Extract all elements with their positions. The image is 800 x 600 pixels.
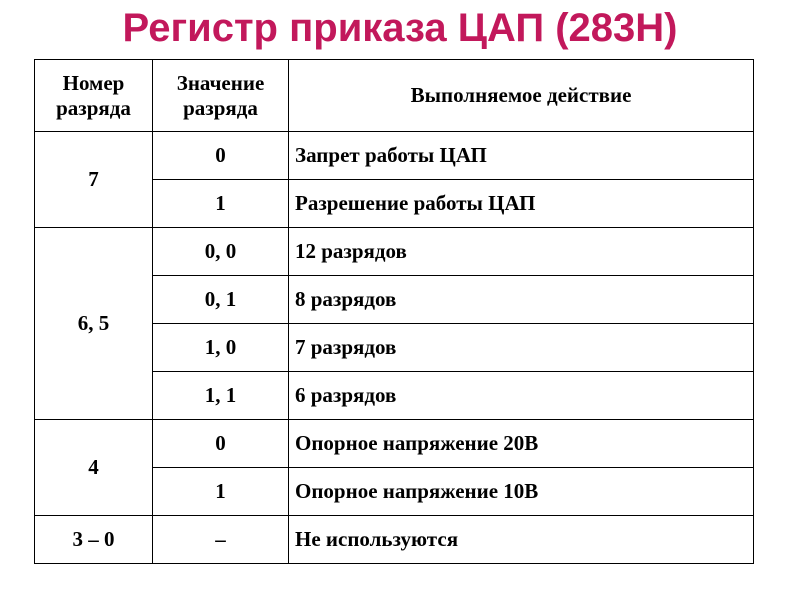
- action-cell: 7 разрядов: [289, 324, 754, 372]
- bit-number-cell: 3 – 0: [35, 516, 153, 564]
- action-cell: Не используются: [289, 516, 754, 564]
- register-table: [34, 59, 754, 564]
- action-cell: 12 разрядов: [289, 228, 754, 276]
- bit-value-cell: 1, 0: [153, 324, 289, 372]
- header-bit-value: Значение разряда: [153, 60, 289, 132]
- table-row: [35, 132, 754, 180]
- header-action: Выполняемое действие: [289, 60, 754, 132]
- action-cell: Опорное напряжение 10В: [289, 468, 754, 516]
- bit-number-cell: 6, 5: [35, 228, 153, 420]
- action-cell: Опорное напряжение 20В: [289, 420, 754, 468]
- bit-value-cell: 1: [153, 180, 289, 228]
- bit-value-cell: 0: [153, 132, 289, 180]
- bit-value-cell: –: [153, 516, 289, 564]
- action-cell: 8 разрядов: [289, 276, 754, 324]
- bit-number-cell: 4: [35, 420, 153, 516]
- bit-value-cell: 0: [153, 420, 289, 468]
- action-cell: Разрешение работы ЦАП: [289, 180, 754, 228]
- table-row: [35, 420, 754, 468]
- bit-value-cell: 1: [153, 468, 289, 516]
- bit-value-cell: 1, 1: [153, 372, 289, 420]
- table-row: [35, 228, 754, 276]
- bit-number-cell: 7: [35, 132, 153, 228]
- action-cell: Запрет работы ЦАП: [289, 132, 754, 180]
- table-row: [35, 516, 754, 564]
- bit-value-cell: 0, 0: [153, 228, 289, 276]
- header-bit-number: Номер разряда: [35, 60, 153, 132]
- table-header-row: [35, 60, 754, 132]
- bit-value-cell: 0, 1: [153, 276, 289, 324]
- page-title: Регистр приказа ЦАП (283Н): [122, 6, 678, 50]
- action-cell: 6 разрядов: [289, 372, 754, 420]
